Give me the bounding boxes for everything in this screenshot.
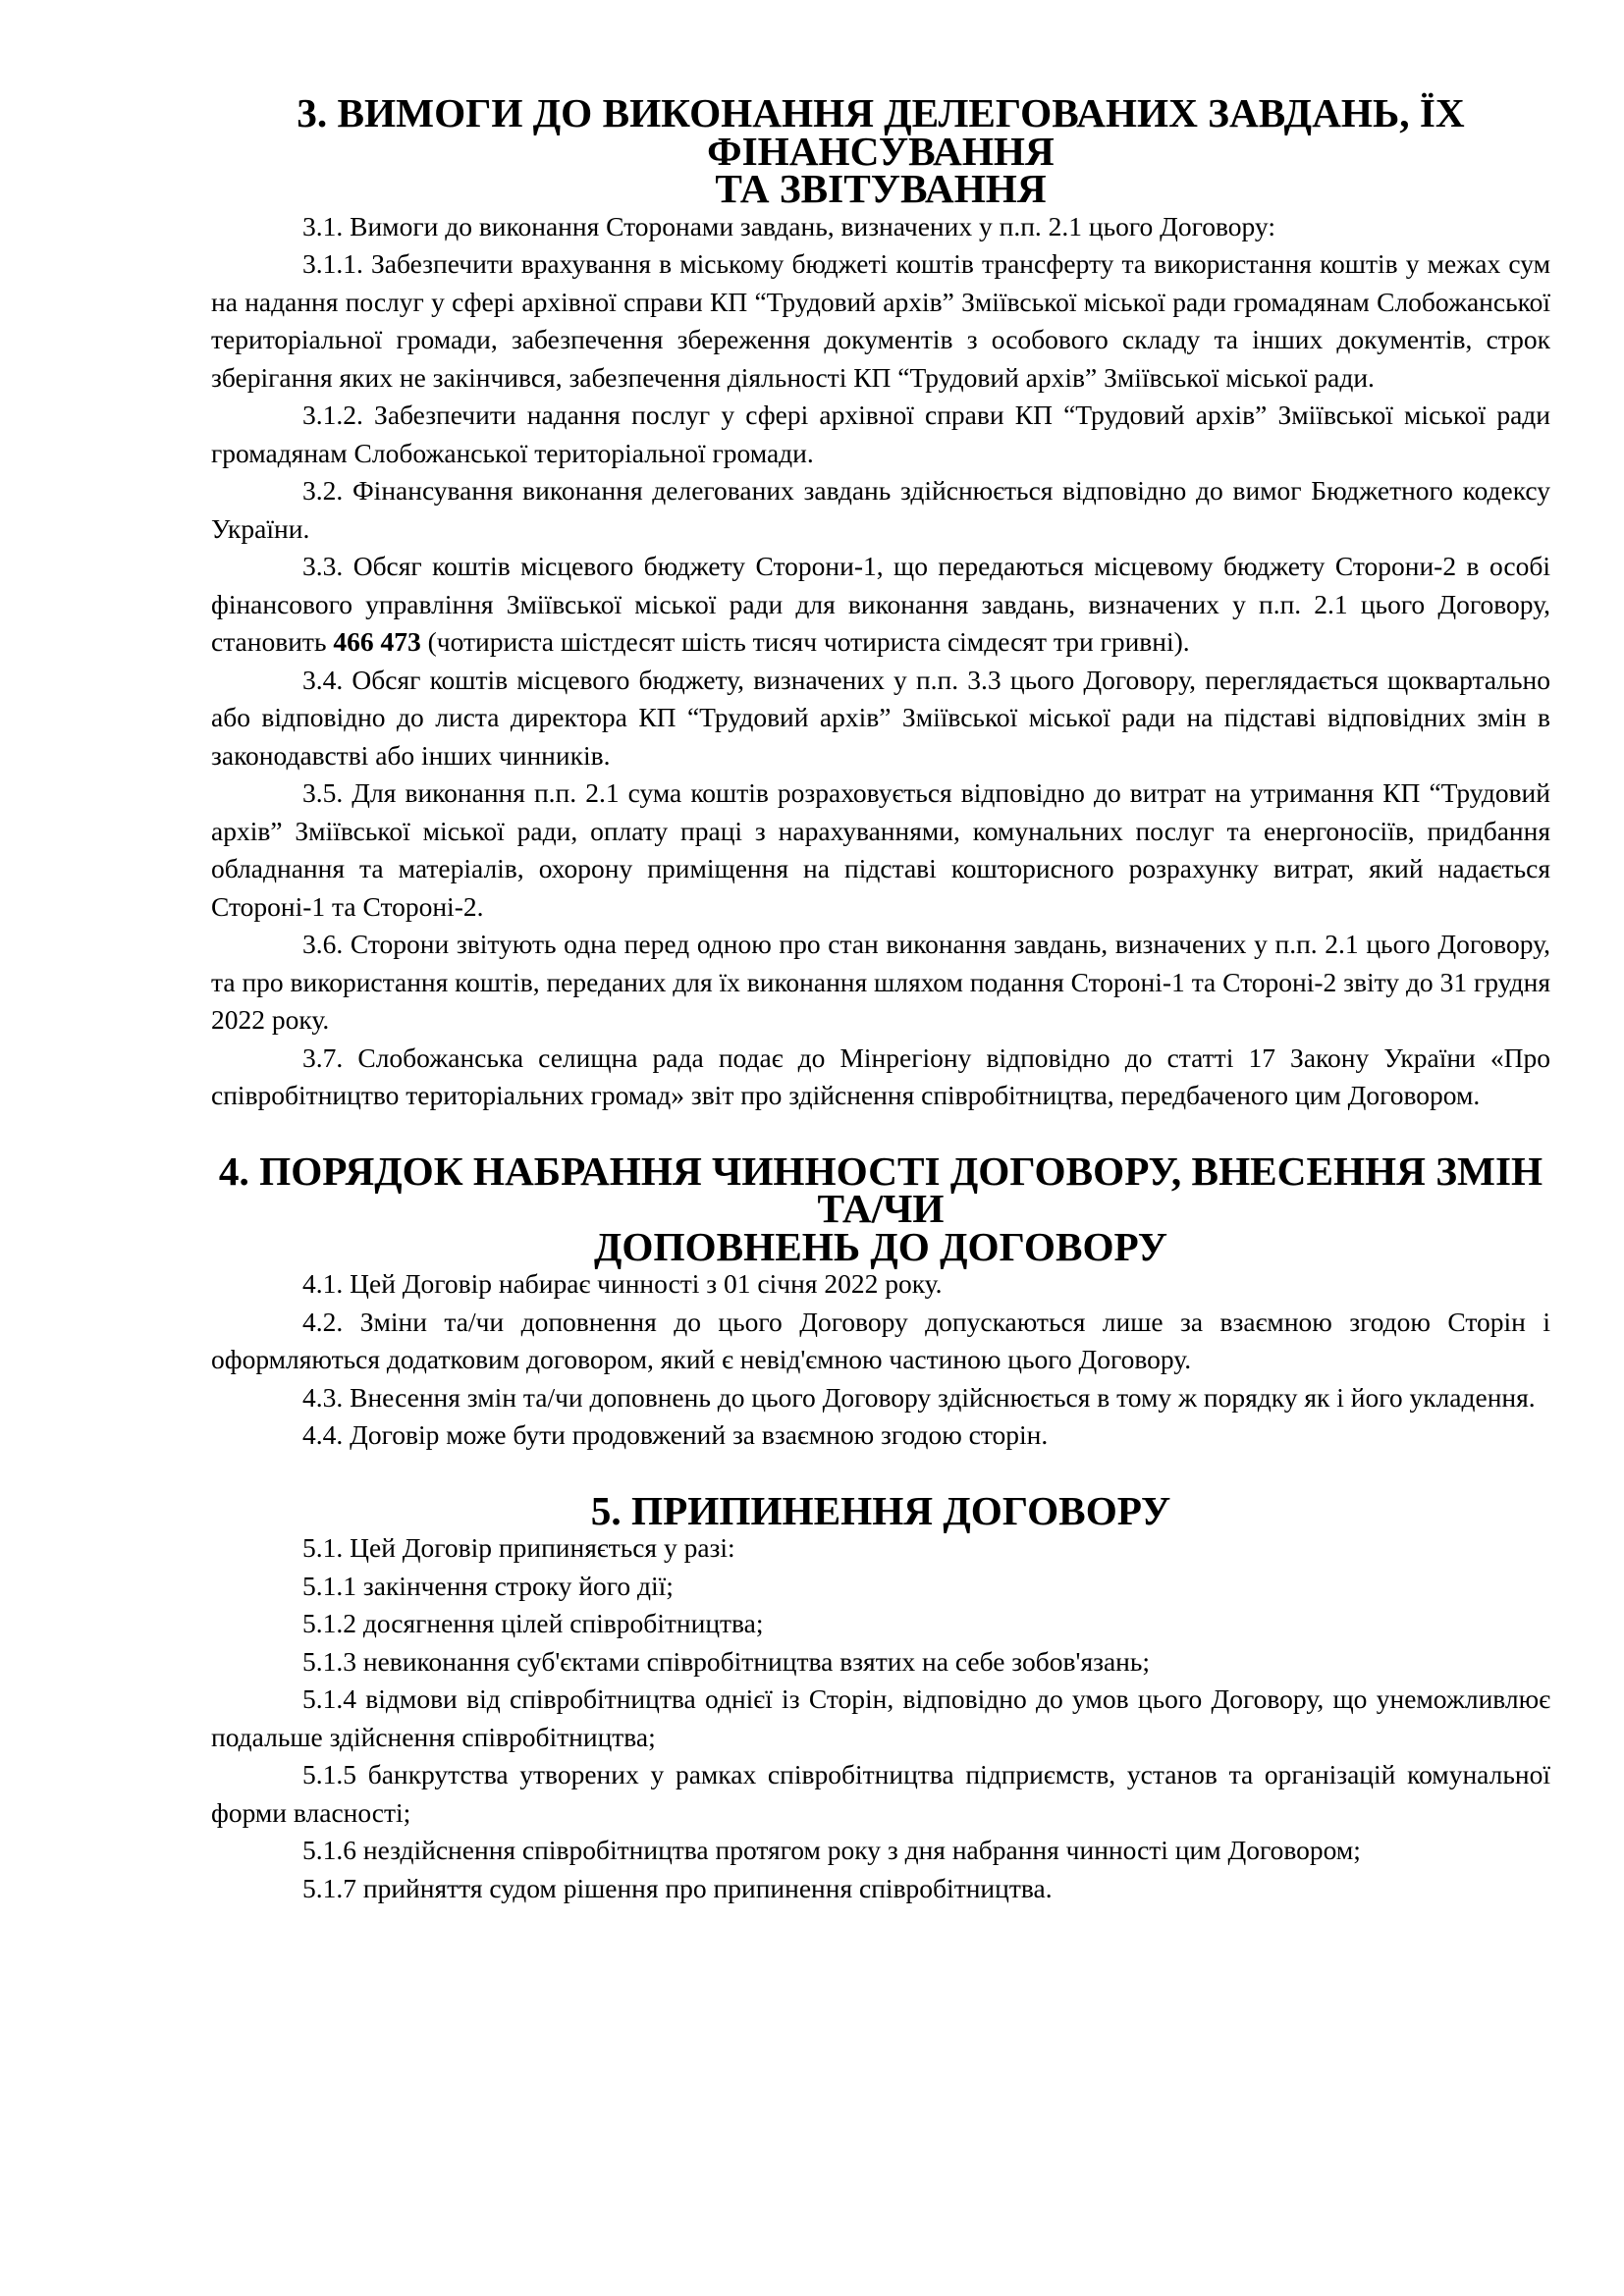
section-3-heading (211, 90, 1550, 211)
clause-3-3-text-after: (чотириста шістдесят шість тисяч чотириста сімдесят три гривні). (420, 626, 1190, 657)
clause-5-1-5: 5.1.5 банкрутства утворених у рамках співробітництва підприємств, установ та організацій комунальної форми власності; (211, 1759, 1550, 1828)
clause-4-2: 4.2. Зміни та/чи доповнення до цього Договору допускаються лише за взаємною згодою Сторін і оформляються додатковим договором, який є невід'ємною частиною цього Договору. (211, 1306, 1550, 1374)
clause-4-1: 4.1. Цей Договір набирає чинності з 01 січня 2022 року. (302, 1268, 943, 1299)
clause-3-6: 3.6. Сторони звітують одна перед одною про стан виконання завдань, визначених у п.п. 2.1 цього Договору, та про використання коштів, переданих для їх виконання шляхом подання Стороні-1 та Стороні-2 звіту до 31 грудня 2022 року. (211, 929, 1550, 1035)
clause-4-4: 4.4. Договір може бути продовжений за взаємною згодою сторін. (302, 1419, 1049, 1450)
clause-5-1-3: 5.1.3 невиконання суб'єктами співробітництва взятих на себе зобов'язань; (302, 1645, 1151, 1677)
clause-3-3-text-before: 3.3. Обсяг коштів місцевого бюджету Сторони-1, що передаються місцевому бюджету Сторони-2 в особі фінансового управління Зміївської міської ради для виконання завдань, визначених у п.п. 2.1 цього Договору, становить (211, 551, 1550, 657)
clause-5-1-4: 5.1.4 відмови від співробітництва однієї із Сторін, відповідно до умов цього Договору, що унеможливлює подальше здійснення співробітництва; (211, 1683, 1550, 1752)
clause-3-5: 3.5. Для виконання п.п. 2.1 сума коштів розраховується відповідно до витрат на утримання КП “Трудовий архів” Зміївської міської ради, оплату праці з нарахуваннями, комунальних послуг та енергоносіїв, придбання обладнання та матеріалів, охорону приміщення на підставі кошторисного розрахунку витрат, який надається Стороні-1 та Стороні-2. (211, 777, 1550, 922)
clause-3-3 (211, 548, 1550, 662)
section-3-heading-line-1: 3. ВИМОГИ ДО ВИКОНАННЯ ДЕЛЕГОВАНИХ ЗАВДАНЬ, ЇХ ФІНАНСУВАННЯ (297, 90, 1465, 174)
section-gap (211, 1115, 1550, 1152)
clause-5-1-6: 5.1.6 нездійснення співробітництва протягом року з дня набрання чинності цим Договором; (302, 1835, 1361, 1865)
section-5-heading (211, 1487, 1550, 1533)
section-4-heading-line-1: 4. ПОРЯДОК НАБРАННЯ ЧИННОСТІ ДОГОВОРУ, ВНЕСЕННЯ ЗМІН ТА/ЧИ (218, 1148, 1543, 1231)
clause-3-1-1: 3.1.1. Забезпечити врахування в міському бюджеті коштів трансферту та використання коштів у межах сум на надання послуг у сфері архівної справи КП “Трудовий архів” Зміївської міської ради громадянам Слобожанської територіальної громади, забезпечення збереження документів з особового складу та інших документів, строк зберігання яких не закінчився, забезпечення діяльності КП “Трудовий архів” Зміївської міської ради. (211, 248, 1550, 393)
section-3-heading-line-2: ТА ЗВІТУВАННЯ (715, 166, 1047, 211)
clause-3-1-2: 3.1.2. Забезпечити надання послуг у сфері архівної справи КП “Трудовий архів” Зміївської міської ради громадянам Слобожанської територіальної громади. (211, 400, 1550, 468)
section-gap (211, 1455, 1550, 1492)
clause-3-3-amount: 466 473 (333, 626, 421, 657)
clause-5-1-1: 5.1.1 закінчення строку його дії; (302, 1570, 674, 1601)
clause-5-1: 5.1. Цей Договір припиняється у разі: (302, 1532, 735, 1563)
document-page (211, 90, 1550, 1907)
clause-3-7: 3.7. Слобожанська селищна рада подає до Мінрегіону відповідно до статті 17 Закону України «Про співробітництво територіальних громад» звіт про здійснення співробітництва, передбаченого цим Договором. (211, 1041, 1550, 1110)
clause-4-3: 4.3. Внесення змін та/чи доповнень до цього Договору здійснюється в тому ж порядку як і його укладення. (302, 1381, 1536, 1413)
section-5-heading-line-1: 5. ПРИПИНЕННЯ ДОГОВОРУ (590, 1487, 1171, 1533)
section-4-heading (211, 1148, 1550, 1269)
section-4-heading-line-2: ДОПОВНЕНЬ ДО ДОГОВОРУ (593, 1223, 1167, 1269)
clause-5-1-7: 5.1.7 прийняття судом рішення про припинення співробітництва. (302, 1872, 1053, 1903)
clause-3-2: 3.2. Фінансування виконання делегованих завдань здійснюється відповідно до вимог Бюджетного кодексу України. (211, 475, 1550, 544)
clause-3-4: 3.4. Обсяг коштів місцевого бюджету, визначених у п.п. 3.3 цього Договору, переглядається щоквартально або відповідно до листа директора КП “Трудовий архів” Зміївської міської ради на підставі відповідних змін в законодавстві або інших чинників. (211, 664, 1550, 771)
clause-3-1: 3.1. Вимоги до виконання Сторонами завдань, визначених у п.п. 2.1 цього Договору: (302, 210, 1275, 241)
clause-5-1-2: 5.1.2 досягнення цілей співробітництва; (302, 1608, 764, 1638)
